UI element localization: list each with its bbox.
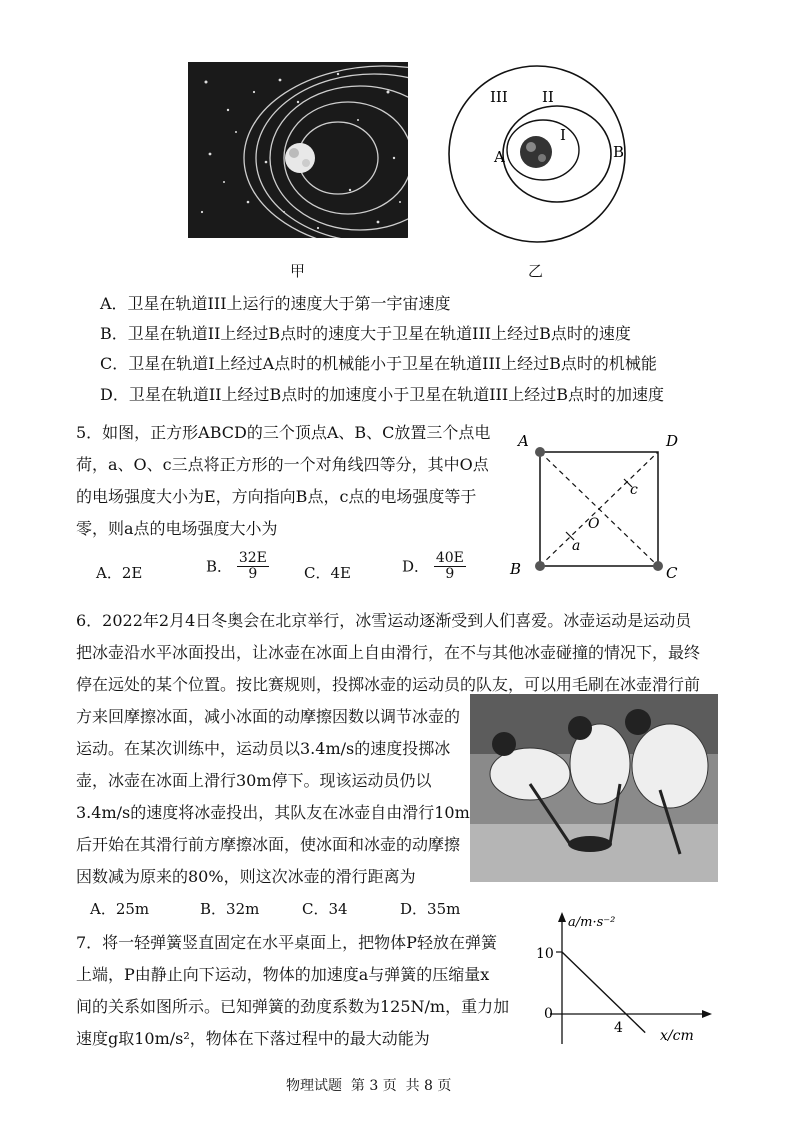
orbit-label-III: III <box>490 88 508 106</box>
q5-option-b-prefix: B． <box>206 557 233 576</box>
q6-stem-line-3: 停在远处的某个位置。按比赛规则，投掷冰壶的运动员的队友，可以用毛刷在冰壶滑行前 <box>76 675 701 694</box>
q5-option-d-numerator: 40E <box>435 550 464 566</box>
q4-option-b: B．卫星在轨道II上经过B点时的速度大于卫星在轨道III上经过B点时的速度 <box>100 324 631 343</box>
q5-stem-line-3: 的电场强度大小为E，方向指向B点，c点的电场强度等于 <box>76 487 477 506</box>
q5-stem-line-1: 5．如图，正方形ABCD的三个顶点A、B、C放置三个点电 <box>76 423 491 442</box>
q6-option-c: C．34 <box>302 900 348 918</box>
orbit-label-I: I <box>560 126 566 144</box>
q5-option-b-fraction <box>237 551 269 582</box>
point-label-O: O <box>588 516 600 532</box>
acceleration-compression-graph <box>528 906 718 1056</box>
q4-option-a: A．卫星在轨道III上运行的速度大于第一宇宙速度 <box>100 294 451 313</box>
q5-option-b-denominator: 9 <box>248 566 258 582</box>
q5-stem-line-4: 零，则a点的电场强度大小为 <box>76 519 278 538</box>
x-axis-arrow <box>702 1010 712 1018</box>
origin-label: 0 <box>544 1006 553 1022</box>
q6-option-a: A．25m <box>90 900 150 918</box>
q6-stem-line-4: 方来回摩擦冰面，减小冰面的动摩擦因数以调节冰壶的 <box>76 707 461 726</box>
square-charge-diagram <box>508 428 688 584</box>
q6-stem-line-8: 后开始在其滑行前方摩擦冰面，使冰面和冰壶的动摩擦 <box>76 835 461 854</box>
q6-stem-line-7: 3.4m/s的速度将冰壶投出，其队友在冰壶自由滑行10m <box>76 803 470 822</box>
q7-stem-line-1: 7．将一轻弹簧竖直固定在水平桌面上，把物体P轻放在弹簧 <box>76 933 497 952</box>
curling-photo <box>470 694 718 882</box>
q5-option-b <box>206 551 269 582</box>
q6-stem-line-5: 运动。在某次训练中，运动员以3.4m/s的速度投掷冰 <box>76 739 451 758</box>
figure-jia-caption: 甲 <box>290 262 306 280</box>
q5-stem-line-2: 荷，a、O、c三点将正方形的一个对角线四等分，其中O点 <box>76 455 489 474</box>
q7-stem-line-2: 上端，P由静止向下运动，物体的加速度a与弹簧的压缩量x <box>76 965 490 984</box>
q6-option-b: B．32m <box>200 900 260 918</box>
y-tick-label-10: 10 <box>536 946 554 962</box>
q5-option-b-numerator: 32E <box>238 550 267 566</box>
q5-option-d <box>402 551 466 582</box>
q5-option-d-prefix: D． <box>402 557 430 576</box>
figure-yi-caption: 乙 <box>528 262 544 280</box>
q5-option-a: A．2E <box>96 564 143 582</box>
orbit-diagram <box>438 62 638 252</box>
q4-option-c: C．卫星在轨道I上经过A点时的机械能小于卫星在轨道III上经过B点时的机械能 <box>100 354 657 373</box>
x-axis-label: x/cm <box>660 1028 694 1044</box>
point-label-A: A <box>494 148 505 166</box>
q6-stem-line-1: 6．2022年2月4日冬奥会在北京举行，冰雪运动逐渐受到人们喜爱。冰壶运动是运动员 <box>76 611 692 630</box>
q7-stem-line-3: 间的关系如图所示。已知弹簧的劲度系数为125N/m，重力加 <box>76 997 510 1016</box>
q6-stem-line-9: 因数减为原来的80%，则这次冰壶的滑行距离为 <box>76 867 416 886</box>
y-axis-label: a/m·s⁻² <box>568 915 616 930</box>
q5-option-d-fraction <box>434 551 466 582</box>
q4-option-d: D．卫星在轨道II上经过B点时的加速度小于卫星在轨道III上经过B点时的加速度 <box>100 385 664 404</box>
orbit-photo-figure <box>188 62 408 238</box>
vertex-label-B: B <box>510 560 522 578</box>
vertex-label-C: C <box>666 564 678 582</box>
q5-option-c: C．4E <box>304 564 351 582</box>
q7-stem-line-4: 速度g取10m/s²，物体在下落过程中的最大动能为 <box>76 1029 430 1048</box>
q5-option-d-denominator: 9 <box>445 566 455 582</box>
y-axis-arrow <box>558 912 566 922</box>
vertex-label-D: D <box>666 432 679 450</box>
orbit-label-II: II <box>542 88 554 106</box>
q6-stem-line-6: 壶，冰壶在冰面上滑行30m停下。现该运动员仍以 <box>76 771 432 790</box>
point-label-a: a <box>572 538 581 554</box>
q6-option-d: D．35m <box>400 900 461 918</box>
page-footer: 物理试题 第 3 页 共 8 页 <box>286 1078 452 1094</box>
q6-stem-line-2: 把冰壶沿水平冰面投出，让冰壶在冰面上自由滑行，在不与其他冰壶碰撞的情况下，最终 <box>76 643 701 662</box>
point-label-B: B <box>613 143 625 161</box>
vertex-label-A: A <box>518 432 529 450</box>
point-label-c: c <box>630 482 638 498</box>
x-tick-label-4: 4 <box>614 1020 623 1036</box>
a-x-line <box>562 952 645 1033</box>
